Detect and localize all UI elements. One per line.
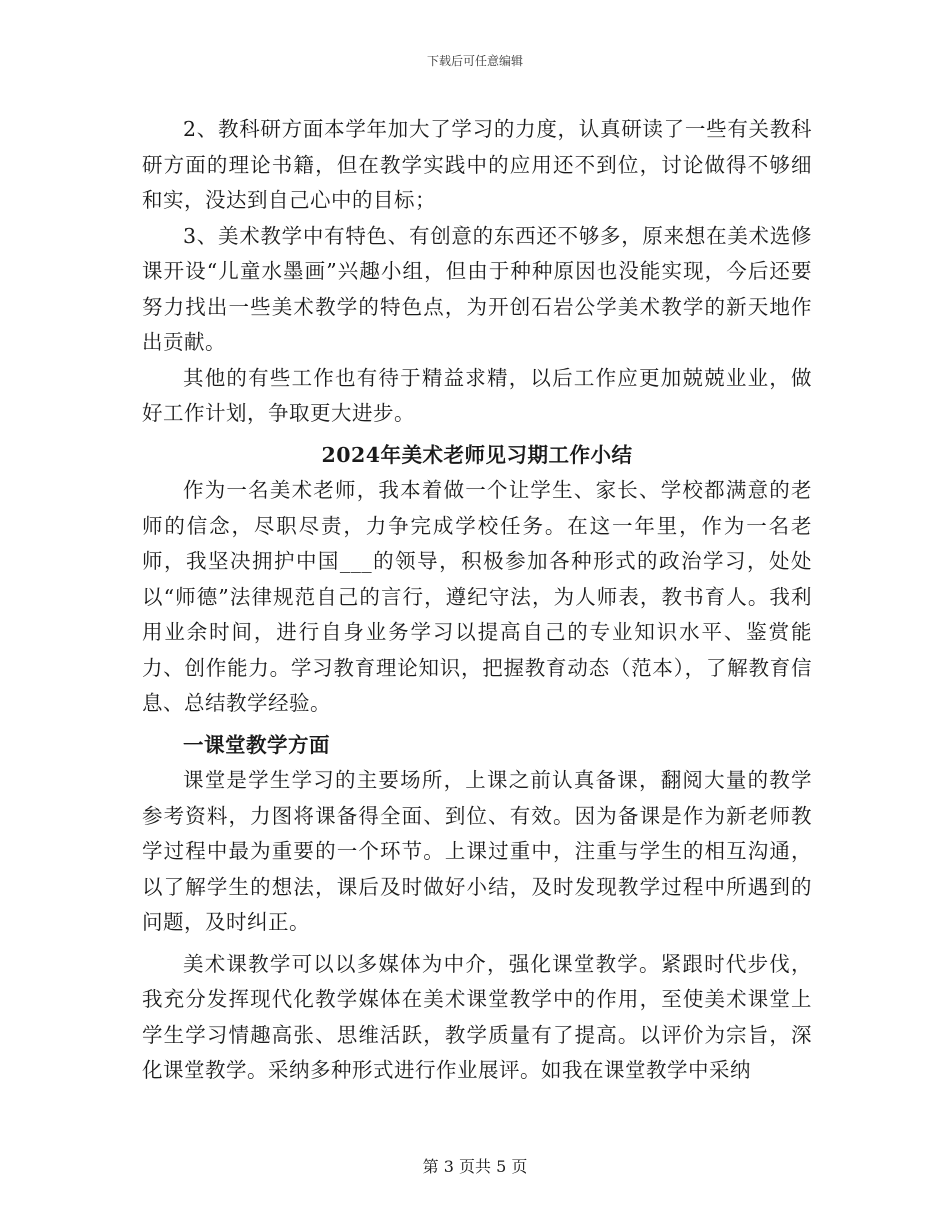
paragraph-classroom: 课堂是学生学习的主要场所，上课之前认真备课，翻阅大量的教学参考资料，力图将课备得全面、到位、有效。因为备课是作为新老师教学过程中最为重要的一个环节。上课过重中，注重与学生的相互沟通，以了解学生的想法，课后及时做好小结，及时发现教学过程中所遇到的问题，及时纠正。 bbox=[142, 768, 812, 934]
subheading-classroom: 一课堂教学方面 bbox=[183, 732, 330, 757]
document-body bbox=[142, 112, 812, 1089]
section-title: 2024年美术老师见习期工作小结 bbox=[321, 442, 633, 467]
paragraph-intro: 作为一名美术老师，我本着做一个让学生、家长、学校都满意的老师的信念，尽职尽责，力争完成学校任务。在这一年里，作为一名老师，我坚决拥护中国___的领导，积极参加各种形式的政治学习，处处以“师德”法律规范自己的言行，遵纪守法，为人师表，教书育人。我利用业余时间，进行自身业务学习以提高自己的专业知识水平、鉴赏能力、创作能力。学习教育理论知识，把握教育动态（范本），了解教育信息、总结教学经验。 bbox=[142, 478, 812, 715]
page-number: 第 3 页共 5 页 bbox=[422, 1157, 528, 1176]
page-header-note: 下载后可任意编辑 bbox=[426, 54, 523, 68]
paragraph-other-work: 其他的有些工作也有待于精益求精，以后工作应更加兢兢业业，做好工作计划，争取更大进步。 bbox=[142, 365, 812, 425]
paragraph-research: 2、教科研方面本学年加大了学习的力度，认真研读了一些有关教科研方面的理论书籍，但在教学实践中的应用还不到位，讨论做得不够细和实，没达到自己心中的目标； bbox=[142, 117, 812, 212]
paragraph-multimedia: 美术课教学可以以多媒体为中介，强化课堂教学。紧跟时代步伐，我充分发挥现代化教学媒体在美术课堂教学中的作用，至使美术课堂上学生学习情趣高张、思维活跃，教学质量有了提高。以评价为宗旨，深化课堂教学。采纳多种形式进行作业展评。如我在课堂教学中采纳 bbox=[142, 951, 812, 1082]
paragraph-art-features: 3、美术教学中有特色、有创意的东西还不够多，原来想在美术选修课开设“儿童水墨画”兴趣小组，但由于种种原因也没能实现，今后还要努力找出一些美术教学的特色点，为开创石岩公学美术教学的新天地作出贡献。 bbox=[142, 223, 812, 354]
